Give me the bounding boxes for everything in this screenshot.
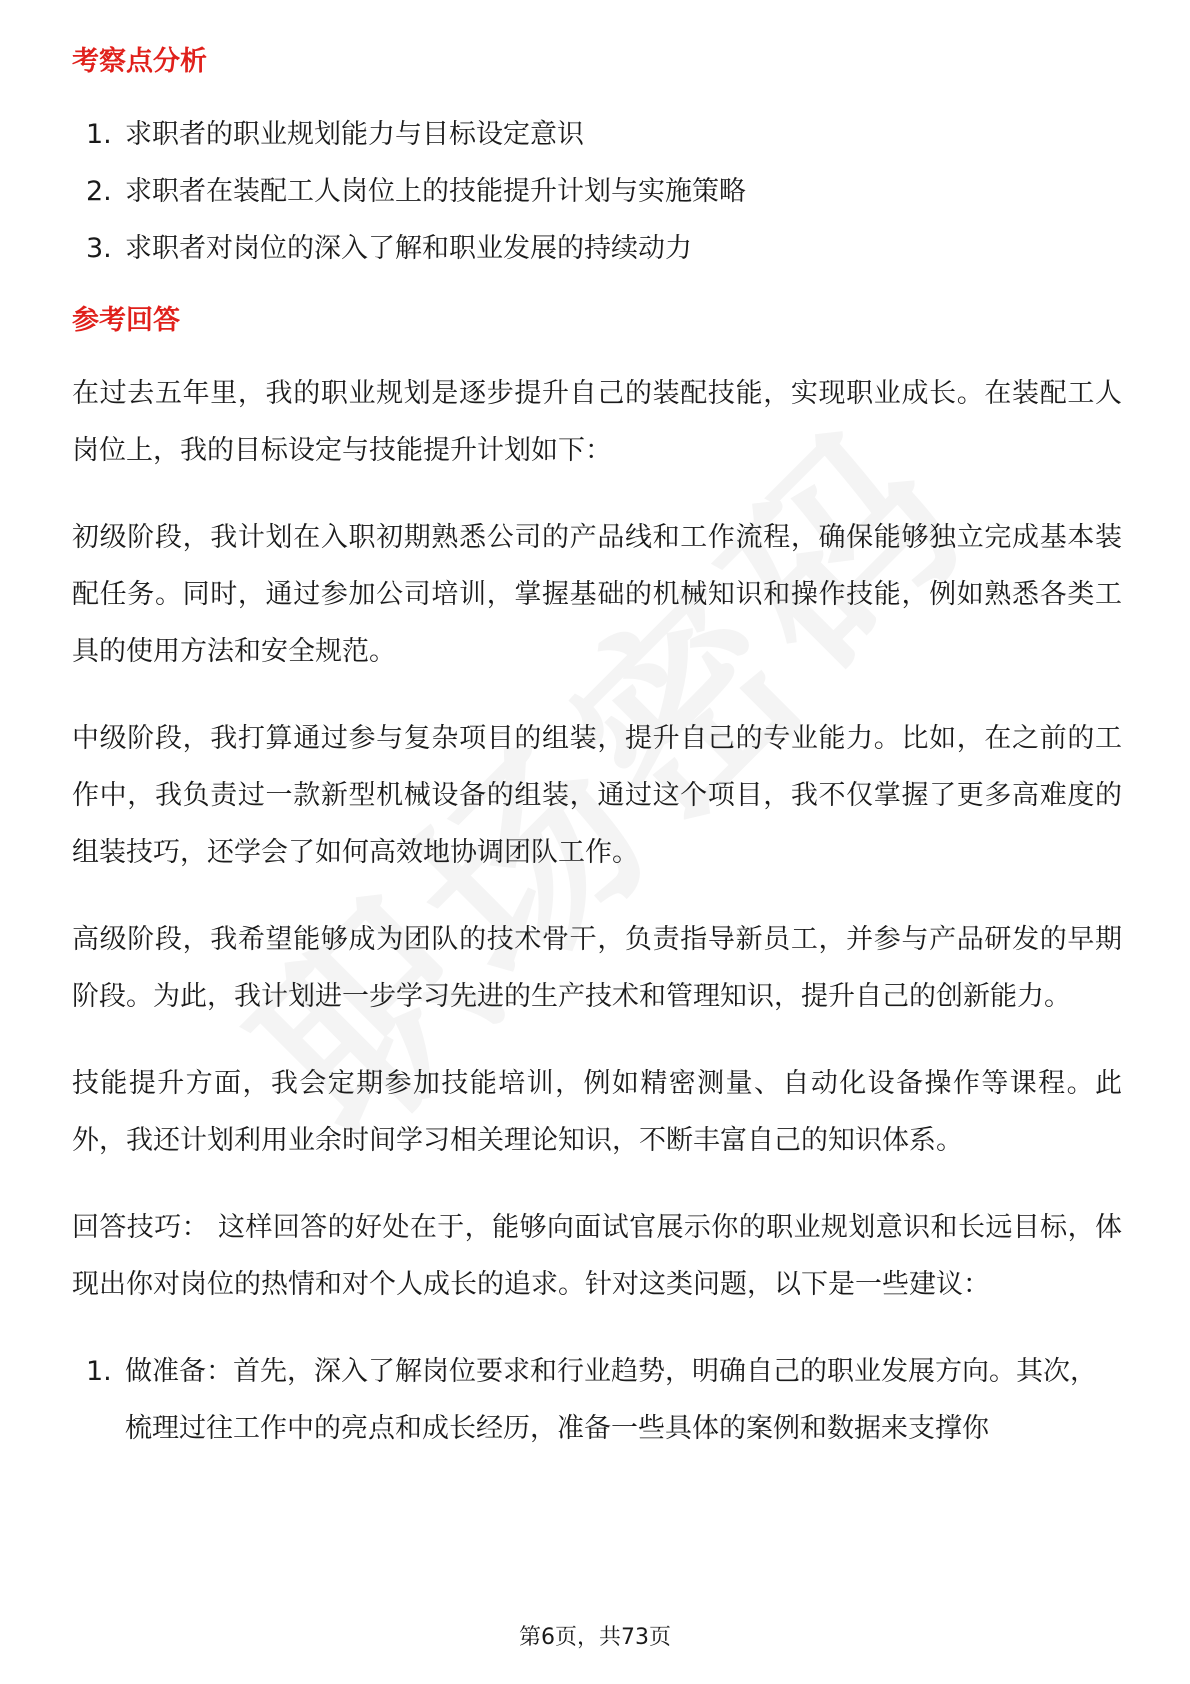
answer-paragraph: 高级阶段，我希望能够成为团队的技术骨干，负责指导新员工，并参与产品研发的早期阶段。为此，我计划进一步学习先进的生产技术和管理知识，提升自己的创新能力。 <box>72 924 1122 1012</box>
page-number-footer: 第6页，共73页 <box>519 1625 671 1650</box>
list-item-text: 求职者的职业规划能力与目标设定意识 <box>125 119 584 150</box>
list-item <box>72 1343 1122 1457</box>
answer-paragraph: 中级阶段，我打算通过参与复杂项目的组装，提升自己的专业能力。比如，在之前的工作中，我负责过一款新型机械设备的组装，通过这个项目，我不仅掌握了更多高难度的组装技巧，还学会了如何高效地协调团队工作。 <box>72 723 1122 868</box>
list-item <box>72 163 1122 220</box>
list-item <box>72 220 1122 277</box>
answer-heading: 参考回答 <box>72 305 180 336</box>
list-item <box>72 106 1122 163</box>
list-item-text: 求职者在装配工人岗位上的技能提升计划与实施策略 <box>125 176 746 207</box>
list-item-number: 1. <box>86 119 112 150</box>
tips-list <box>72 1343 1122 1457</box>
list-item-number: 1. <box>86 1356 112 1387</box>
answer-tips-intro: 回答技巧： 这样回答的好处在于，能够向面试官展示你的职业规划意识和长远目标，体现出你对岗位的热情和对个人成长的追求。针对这类问题，以下是一些建议： <box>72 1212 1122 1300</box>
list-item-text: 求职者对岗位的深入了解和职业发展的持续动力 <box>125 233 692 264</box>
answer-paragraph: 技能提升方面，我会定期参加技能培训，例如精密测量、自动化设备操作等课程。此外，我还计划利用业余时间学习相关理论知识，不断丰富自己的知识体系。 <box>72 1068 1122 1156</box>
analysis-list <box>72 106 1122 277</box>
list-item-number: 2. <box>86 176 112 207</box>
list-item-text: 做准备：首先，深入了解岗位要求和行业趋势，明确自己的职业发展方向。其次，梳理过往工作中的亮点和成长经历，准备一些具体的案例和数据来支撑你 <box>125 1356 1097 1444</box>
answer-paragraph: 在过去五年里，我的职业规划是逐步提升自己的装配技能，实现职业成长。在装配工人岗位上，我的目标设定与技能提升计划如下： <box>72 378 1122 466</box>
page-content <box>72 40 1122 1457</box>
analysis-heading: 考察点分析 <box>72 46 207 77</box>
answer-paragraph: 初级阶段，我计划在入职初期熟悉公司的产品线和工作流程，确保能够独立完成基本装配任务。同时，通过参加公司培训，掌握基础的机械知识和操作技能，例如熟悉各类工具的使用方法和安全规范。 <box>72 522 1122 667</box>
list-item-number: 3. <box>86 233 112 264</box>
